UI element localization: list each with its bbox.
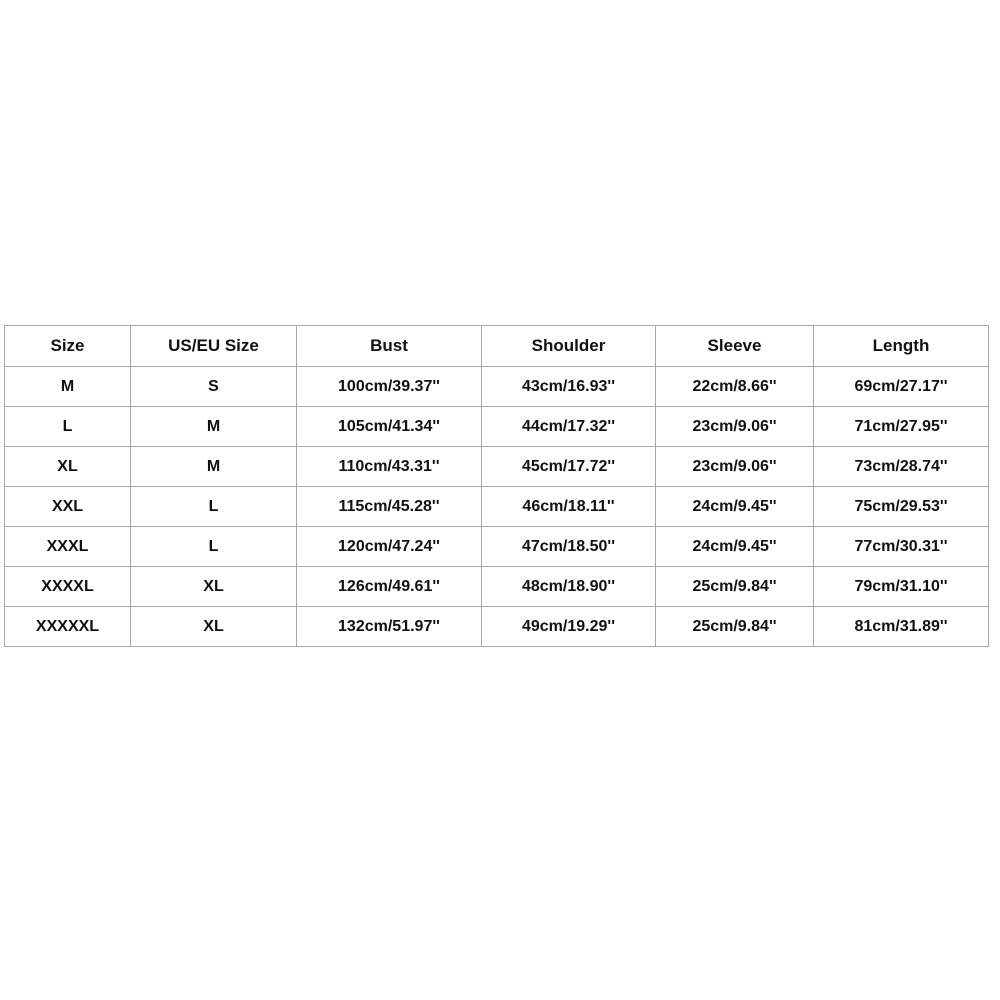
cell-sleeve: 24cm/9.45'': [656, 487, 814, 527]
cell-us-eu-size: M: [131, 447, 297, 487]
cell-length: 77cm/30.31'': [814, 527, 989, 567]
cell-bust: 110cm/43.31'': [297, 447, 482, 487]
header-bust: Bust: [297, 326, 482, 367]
cell-bust: 105cm/41.34'': [297, 407, 482, 447]
cell-us-eu-size: S: [131, 367, 297, 407]
cell-shoulder: 47cm/18.50'': [482, 527, 656, 567]
table-header-row: [5, 326, 989, 367]
cell-shoulder: 45cm/17.72'': [482, 447, 656, 487]
cell-us-eu-size: L: [131, 487, 297, 527]
cell-length: 73cm/28.74'': [814, 447, 989, 487]
cell-shoulder: 48cm/18.90'': [482, 567, 656, 607]
cell-size: M: [5, 367, 131, 407]
cell-sleeve: 23cm/9.06'': [656, 447, 814, 487]
cell-bust: 100cm/39.37'': [297, 367, 482, 407]
cell-length: 79cm/31.10'': [814, 567, 989, 607]
table-row: [5, 407, 989, 447]
cell-bust: 126cm/49.61'': [297, 567, 482, 607]
cell-size: XXL: [5, 487, 131, 527]
cell-length: 69cm/27.17'': [814, 367, 989, 407]
header-us-eu-size: US/EU Size: [131, 326, 297, 367]
header-length: Length: [814, 326, 989, 367]
cell-sleeve: 25cm/9.84'': [656, 567, 814, 607]
table-row: [5, 367, 989, 407]
cell-bust: 132cm/51.97'': [297, 607, 482, 647]
cell-shoulder: 44cm/17.32'': [482, 407, 656, 447]
header-shoulder: Shoulder: [482, 326, 656, 367]
cell-length: 71cm/27.95'': [814, 407, 989, 447]
header-sleeve: Sleeve: [656, 326, 814, 367]
cell-bust: 120cm/47.24'': [297, 527, 482, 567]
cell-shoulder: 43cm/16.93'': [482, 367, 656, 407]
header-size: Size: [5, 326, 131, 367]
size-chart-table: [4, 325, 989, 647]
cell-sleeve: 23cm/9.06'': [656, 407, 814, 447]
cell-size: XXXXXL: [5, 607, 131, 647]
cell-bust: 115cm/45.28'': [297, 487, 482, 527]
cell-size: L: [5, 407, 131, 447]
table-row: [5, 567, 989, 607]
table-row: [5, 527, 989, 567]
table-row: [5, 447, 989, 487]
table-row: [5, 607, 989, 647]
cell-size: XL: [5, 447, 131, 487]
cell-us-eu-size: XL: [131, 607, 297, 647]
cell-us-eu-size: XL: [131, 567, 297, 607]
cell-shoulder: 49cm/19.29'': [482, 607, 656, 647]
cell-us-eu-size: M: [131, 407, 297, 447]
cell-sleeve: 22cm/8.66'': [656, 367, 814, 407]
cell-size: XXXL: [5, 527, 131, 567]
cell-length: 75cm/29.53'': [814, 487, 989, 527]
table-row: [5, 487, 989, 527]
cell-size: XXXXL: [5, 567, 131, 607]
cell-length: 81cm/31.89'': [814, 607, 989, 647]
cell-sleeve: 24cm/9.45'': [656, 527, 814, 567]
cell-shoulder: 46cm/18.11'': [482, 487, 656, 527]
cell-sleeve: 25cm/9.84'': [656, 607, 814, 647]
cell-us-eu-size: L: [131, 527, 297, 567]
